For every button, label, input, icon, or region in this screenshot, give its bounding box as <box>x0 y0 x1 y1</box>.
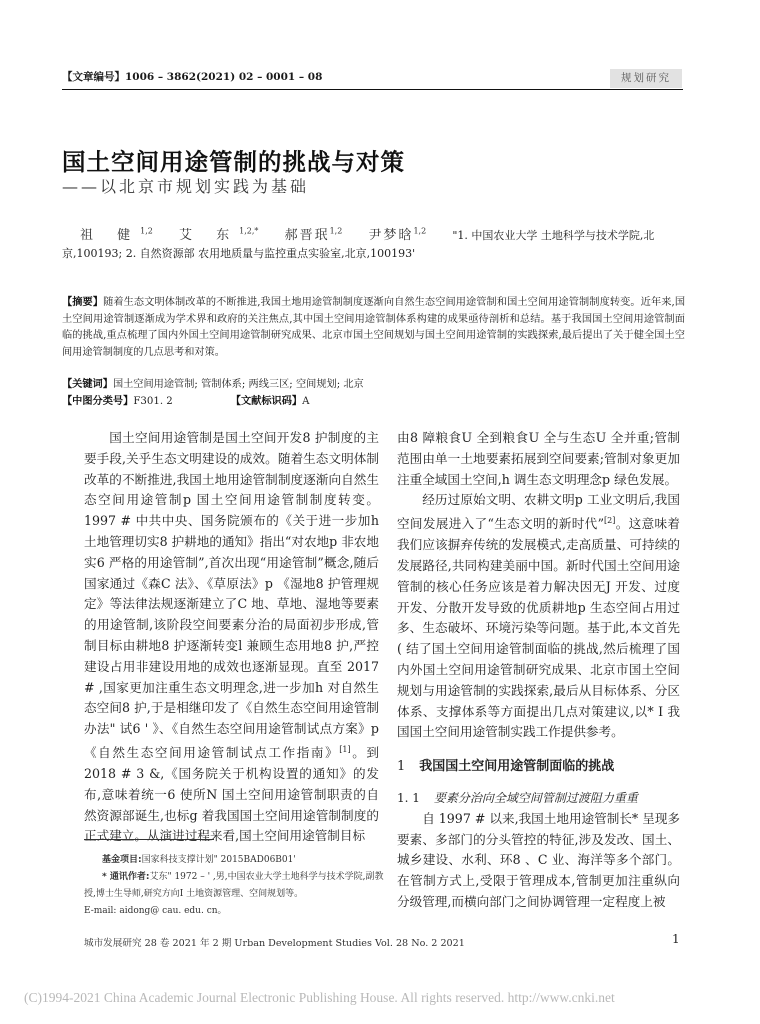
body-left-column <box>84 428 379 847</box>
journal-footer: 城市发展研究 28 卷 2021 年 2 期 Urban Development Studies Vol. 28 No. 2 2021 <box>84 938 465 949</box>
article-number-label: 【文章编号】 <box>62 71 125 83</box>
keywords-text: 国土空间用途管制; 管制体系; 两线三区; 空间规划; 北京 <box>112 379 364 390</box>
page-number: 1 <box>672 932 680 946</box>
section-heading: 1 我国国土空间用途管制面临的挑战 <box>397 759 615 775</box>
classification-value: F301. 2 <box>133 396 173 407</box>
citation[interactable]: [1] <box>339 744 351 754</box>
email[interactable]: E-mail: aidong@ cau. edu. cn。 <box>84 906 227 916</box>
author: 郝晋珉$^{1,2}$ <box>284 226 343 243</box>
paragraph: 由8 障粮食U 全到粮食U 全与生态U 全并重;管制范围由单一土地要素拓展到空间要素;管制对象更加注重全域国土空间,h 调生态文明理念p 绿色发展。 <box>397 430 680 487</box>
citation[interactable]: [2] <box>604 516 616 526</box>
author: 艾 东$^{1,2,*}$ <box>179 226 259 243</box>
author: 祖 健$^{1,2}$ <box>80 226 153 243</box>
article-number-value: 1006 – 3862(2021) 02 – 0001 – 08 <box>125 71 323 83</box>
classification-label: 【中图分类号】 <box>62 396 134 407</box>
paragraph: 国土空间用途管制是国土空间开发8 护制度的主要手段,关乎生态文明建设的成效。随着生态文明体制改革的不断推进,我国土地用途管制制度逐渐向自然生态空间用途管制p 国土空间用途管制制度转变。1997 # 中共中央、国务院颁布的《关于进一步加h 土地管理切实8 护耕地的通知》指出“对农地p 非农地实6 严格的用途管制”,首次出现“用途管制”概念,随后国家通过《森C 法》、《草原法》p 《湿地8 护管理规定》等法律法规逐渐建立了C 地、草地、湿地等要素的用途管制,该阶段空间要素分治的局面初步形成,管制目标由耕地8 护逐渐转变l 兼顾生态用地8 护,严控建设占用非建设用地的成效也逐渐显现。直至 2017 # ,国家更加注重生态文明理念,进一步加h 对自然生态空间8 护,于是相继印发了《自然生态空间用途管制办法" 试6 ' 》、《自然生态空间用途管制试点方案》p 《自然生态空间用途管制试点工作指南》[1]。到 2018 # 3 &,《国务院关于机构设置的通知》的发布,意味着统一6 使所N 国土空间用途管制职责的自然资源部诞生,也标g 着我国国土空间用途管制制度的正式建立。从演进过程来看,国土空间用途管制目标 <box>84 430 380 844</box>
affiliation: "1. 中国农业大学 土地科学与技术学院,北 <box>452 229 655 242</box>
subsection-heading: 1. 1 要素分治向全域空间管制过渡阻力重重 <box>397 790 638 805</box>
doc-code-label: 【文献标识码】 <box>230 396 303 407</box>
abstract-text: 随着生态文明体制改革的不断推进,我国土地用途管制制度逐渐向自然生态空间用途管制和国土空间用途管制制度转变。近年来,国土空间用途管制逐渐成为学术界和政府的关注焦点,其中国土空间用途管制体系构建的成果亟待剖析和总结。基于我国国土空间用途管制面临的挑战,重点梳理了国内外国土空间用途管制研究成果、北京市国土空间规划与国土空间用途管制的实践探索,最后提出了关于健全国土空间用途管制制度的几点思考和对策。 <box>62 297 686 358</box>
abstract <box>62 295 685 361</box>
footnotes <box>84 852 384 920</box>
header-divider <box>62 89 683 90</box>
footnote-divider <box>84 839 214 840</box>
author-line <box>80 224 654 243</box>
fund-note: 基金项目:国家科技支撑计划" 2015BAD06B01' <box>102 855 296 865</box>
keywords-label: 【关键词】 <box>62 379 113 390</box>
paper-subtitle: ——以北京市规划实践为基础 <box>62 177 310 196</box>
paper-title: 国土空间用途管制的挑战与对策 <box>62 148 405 176</box>
affiliation-continued: 京,100193; 2. 自然资源部 农用地质量与监控重点实验室,北京,100193' <box>62 247 416 260</box>
section-tag: 规划研究 <box>610 69 682 88</box>
paragraph: 经历过原始文明、农耕文明p 工业文明后,我国空间发展进入了“生态文明的新时代”[2]。这意味着我们应该摒弃传统的发展模式,走高质量、可持续的发展路径,共同构建美丽中国。新时代国土空间用途管制的核心任务应该是着力解决因无J 开发、过度开发、分散开发导致的优质耕地p 生态空间占用过多、生态破坏、环境污染等问题。基于此,本文首先( 结了国土空间用途管制面临的挑战,然后梳理了国内外国土空间用途管制研究成果、北京市国土空间规划与用途管制的实践探索,最后从目标体系、分区体系、支撑体系等方面提出几点对策建议,以* I 我国国土空间用途管制实践工作提供参考。 <box>397 492 680 740</box>
abstract-label: 【摘要】 <box>62 297 104 308</box>
keywords <box>62 375 364 390</box>
body-right-column <box>397 428 680 913</box>
paragraph: 自 1997 # 以来,我国土地用途管制长* 呈现多要素、多部门的分头管控的特征,涉及发改、国土、城乡建设、水利、环8 、C 业、海洋等多个部门。在管制方式上,受限于管理成本,管制更加注重纵向分级管理,而横向部门之间协调管理一定程度上被 <box>397 810 681 909</box>
copyright-watermark: (C)1994-2021 China Academic Journal Electronic Publishing House. All rights reserved. http://www.cnki.net <box>24 990 615 1005</box>
corresponding-author-note: * 通讯作者:艾东" 1972 – ' ,男,中国农业大学土地科学与技术学院,副教授,博士生导师,研究方向I 土地资源管理、空间规划等。 <box>84 872 384 899</box>
classification <box>62 392 309 407</box>
author: 尹梦晗$^{1,2}$ <box>368 226 427 243</box>
doc-code-value: A <box>302 396 310 407</box>
article-number <box>62 69 322 84</box>
